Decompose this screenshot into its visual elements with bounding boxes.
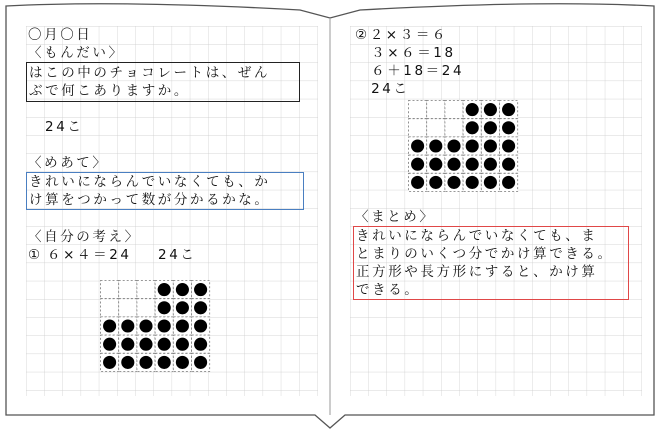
chocolate-piece bbox=[447, 176, 460, 189]
chocolate-piece bbox=[411, 158, 424, 171]
chocolate-piece bbox=[447, 158, 460, 171]
chocolate-piece bbox=[176, 283, 189, 296]
problem-heading: 〈もんだい〉 bbox=[28, 45, 125, 61]
calc-line-3: ６＋18＝24 bbox=[355, 63, 465, 79]
chocolate-piece bbox=[484, 176, 497, 189]
answer-text: 24こ bbox=[45, 119, 84, 135]
chocolate-piece bbox=[121, 356, 134, 369]
chocolate-piece bbox=[484, 103, 497, 116]
right-chocolate-box bbox=[408, 100, 520, 194]
chocolate-piece bbox=[194, 356, 207, 369]
summary-heading: 〈まとめ〉 bbox=[355, 209, 436, 225]
chocolate-piece bbox=[158, 356, 171, 369]
chocolate-piece bbox=[194, 301, 207, 314]
calc-line-1: ②２×３＝６ bbox=[355, 27, 449, 43]
chocolate-piece bbox=[158, 338, 171, 351]
chocolate-piece bbox=[502, 103, 515, 116]
chocolate-slot bbox=[101, 299, 119, 317]
chocolate-piece bbox=[121, 319, 134, 332]
chocolate-slot bbox=[445, 101, 463, 119]
chocolate-piece bbox=[502, 139, 515, 152]
idea-heading: 〈自分の考え〉 bbox=[28, 229, 141, 245]
chocolate-piece bbox=[466, 103, 479, 116]
chocolate-piece bbox=[411, 139, 424, 152]
chocolate-piece bbox=[103, 338, 116, 351]
calc-line-2: ３×６＝18 bbox=[355, 45, 456, 61]
left-chocolate-box bbox=[100, 280, 212, 374]
goal-heading: 〈めあて〉 bbox=[28, 155, 109, 171]
date-label: 〇月〇日 bbox=[28, 27, 93, 43]
chocolate-slot bbox=[427, 119, 445, 137]
chocolate-piece bbox=[103, 356, 116, 369]
chocolate-piece bbox=[158, 283, 171, 296]
chocolate-slot bbox=[409, 101, 427, 119]
summary-line-3: 正方形や長方形にすると、かけ算 bbox=[356, 264, 598, 280]
chocolate-piece bbox=[429, 139, 442, 152]
chocolate-slot bbox=[101, 281, 119, 299]
chocolate-piece bbox=[194, 319, 207, 332]
goal-line-1: きれいにならんでいなくても、か bbox=[29, 174, 271, 190]
chocolate-piece bbox=[103, 319, 116, 332]
problem-line-2: ぶで何こありますか。 bbox=[29, 83, 190, 99]
chocolate-piece bbox=[194, 283, 207, 296]
chocolate-slot bbox=[137, 299, 155, 317]
chocolate-piece bbox=[466, 176, 479, 189]
chocolate-slot bbox=[409, 119, 427, 137]
calc-line-4: 24こ bbox=[355, 81, 410, 97]
chocolate-piece bbox=[158, 319, 171, 332]
summary-line-4: できる。 bbox=[356, 282, 421, 298]
chocolate-piece bbox=[176, 356, 189, 369]
chocolate-piece bbox=[139, 319, 152, 332]
goal-line-2: け算をつかって数が分かるかな。 bbox=[29, 192, 271, 208]
chocolate-piece bbox=[158, 301, 171, 314]
chocolate-piece bbox=[484, 158, 497, 171]
chocolate-slot bbox=[119, 299, 137, 317]
chocolate-slot bbox=[445, 119, 463, 137]
summary-line-2: とまりのいくつ分でかけ算できる。 bbox=[356, 246, 614, 262]
idea-number: ① bbox=[28, 247, 43, 263]
chocolate-piece bbox=[429, 176, 442, 189]
chocolate-piece bbox=[139, 356, 152, 369]
chocolate-piece bbox=[502, 121, 515, 134]
chocolate-piece bbox=[139, 338, 152, 351]
chocolate-slot bbox=[427, 101, 445, 119]
chocolate-piece bbox=[466, 158, 479, 171]
chocolate-piece bbox=[466, 139, 479, 152]
chocolate-slot bbox=[137, 281, 155, 299]
chocolate-piece bbox=[176, 319, 189, 332]
chocolate-piece bbox=[176, 301, 189, 314]
chocolate-piece bbox=[121, 338, 134, 351]
chocolate-piece bbox=[411, 176, 424, 189]
chocolate-slot bbox=[119, 281, 137, 299]
chocolate-piece bbox=[176, 338, 189, 351]
chocolate-piece bbox=[466, 121, 479, 134]
problem-line-1: はこの中のチョコレートは、ぜん bbox=[29, 65, 271, 81]
chocolate-piece bbox=[429, 158, 442, 171]
chocolate-piece bbox=[194, 338, 207, 351]
chocolate-piece bbox=[502, 176, 515, 189]
chocolate-piece bbox=[447, 139, 460, 152]
chocolate-piece bbox=[484, 139, 497, 152]
chocolate-piece bbox=[484, 121, 497, 134]
chocolate-piece bbox=[502, 158, 515, 171]
idea-result: 24こ bbox=[158, 247, 197, 263]
idea-expression: ６×４＝24 bbox=[47, 247, 132, 263]
summary-line-1: きれいにならんでいなくても、ま bbox=[356, 228, 598, 244]
